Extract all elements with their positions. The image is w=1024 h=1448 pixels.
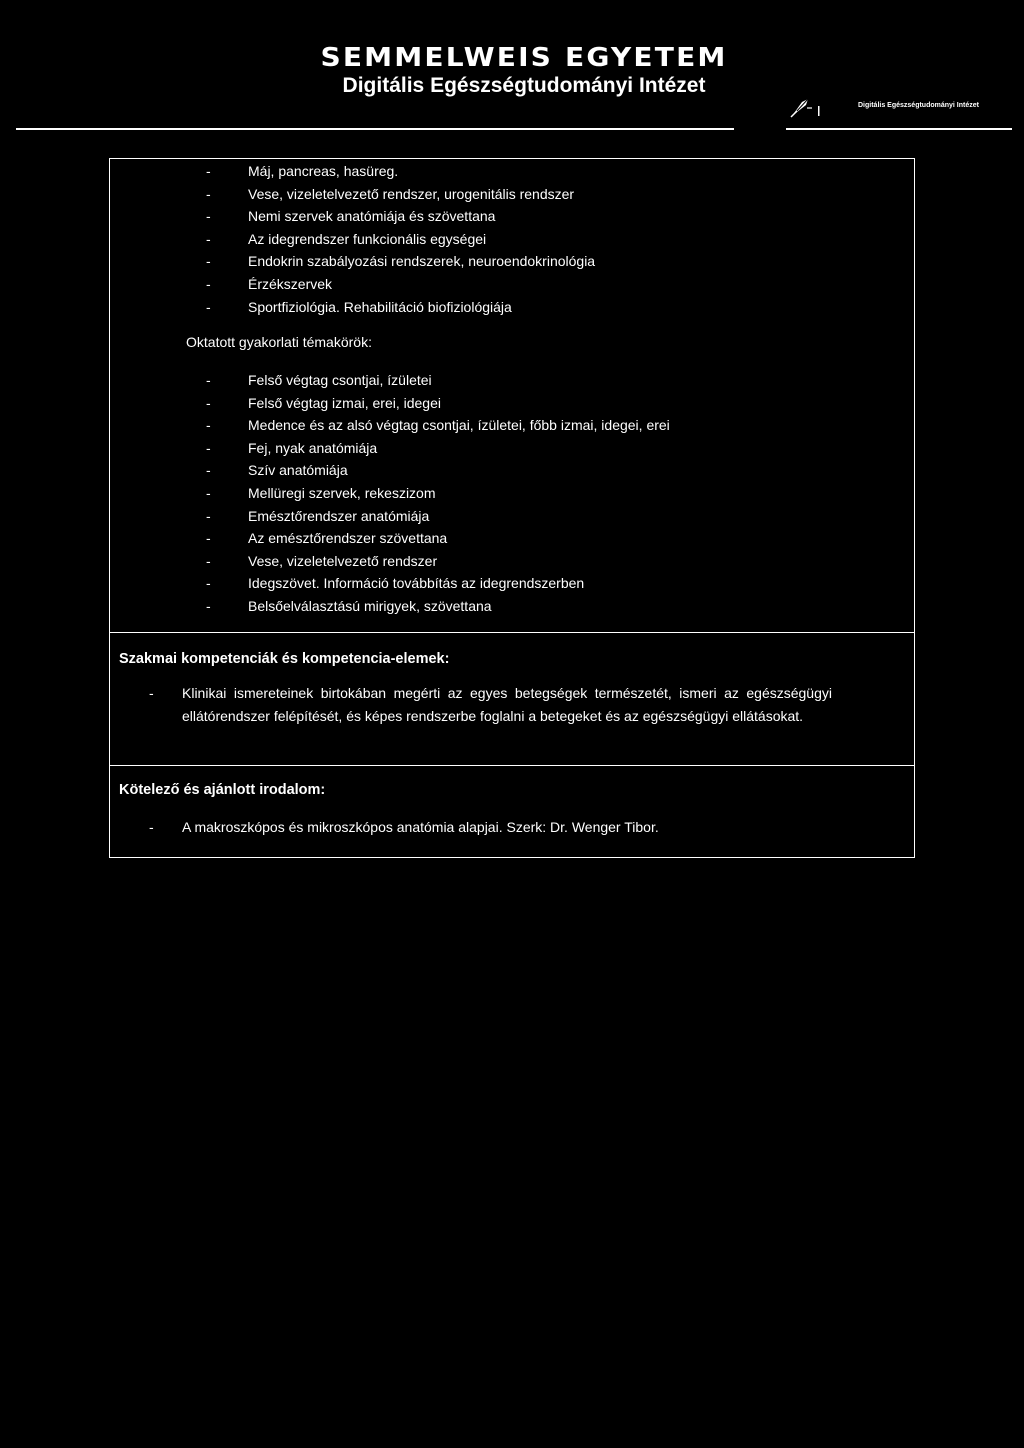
list-item: - Vese, vizeletelvezető rendszer xyxy=(110,550,914,573)
list-item: - Idegszövet. Információ továbbítás az idegrendszerben xyxy=(110,572,914,595)
university-name: SEMMELWEIS EGYETEM xyxy=(320,43,728,73)
list-dash: - xyxy=(206,530,211,547)
list-item: - Felső végtag izmai, erei, idegei xyxy=(110,392,914,415)
topics-section xyxy=(110,159,914,631)
header-divider-right xyxy=(786,128,1012,130)
subject-description-table xyxy=(109,158,915,858)
list-dash: - xyxy=(206,597,211,614)
list-item: - Máj, pancreas, hasüreg. xyxy=(110,160,914,183)
list-item: - Emésztőrendszer anatómiája xyxy=(110,505,914,528)
list-item: - Mellüregi szervek, rekeszizom xyxy=(110,482,914,505)
list-dash: - xyxy=(206,575,211,592)
competencies-section xyxy=(110,632,914,765)
list-item: - Belsőelválasztású mirigyek, szövettana xyxy=(110,595,914,618)
institute-name: Digitális Egészségtudományi Intézet xyxy=(342,74,706,97)
list-item: - Az idegrendszer funkcionális egységei xyxy=(110,228,914,251)
competencies-heading: Szakmai kompetenciák és kompetencia-elemek: xyxy=(119,651,450,667)
list-item: - Érzékszervek xyxy=(110,273,914,296)
list-item: - Az emésztőrendszer szövettana xyxy=(110,527,914,550)
list-dash: - xyxy=(206,507,211,524)
competencies-text: Klinikai ismereteinek birtokában megérti az egyes betegségek természetét, ismeri az egészségügyi ellátórendszer felépítését, és képes rendszerbe foglalni a betegeket és az egészségügyi ellátásokat. xyxy=(182,685,832,724)
list-item: - Vese, vizeletelvezető rendszer, urogenitális rendszer xyxy=(110,183,914,206)
list-dash: - xyxy=(206,230,211,247)
list-dash: - xyxy=(206,372,211,388)
pen-feather-logo-icon xyxy=(788,96,822,118)
literature-heading: Kötelező és ajánlott irodalom: xyxy=(119,782,326,798)
list-item: - Fej, nyak anatómiája xyxy=(110,437,914,460)
list-dash: - xyxy=(206,253,211,270)
list-dash: - xyxy=(206,298,211,315)
list-dash: - xyxy=(206,462,211,479)
practical-topics-list xyxy=(110,369,914,618)
header-divider-left xyxy=(16,128,734,130)
theory-topics-list xyxy=(110,160,914,318)
list-item: - Felső végtag csontjai, ízületei xyxy=(110,369,914,392)
list-item: - Sportfiziológia. Rehabilitáció biofiziológiája xyxy=(110,296,914,319)
list-dash: - xyxy=(206,417,211,434)
list-dash: - xyxy=(149,685,154,701)
practical-topics-heading: Oktatott gyakorlati témakörök: xyxy=(186,334,372,350)
literature-section xyxy=(110,765,914,858)
list-item: - Nemi szervek anatómiája és szövettana xyxy=(110,205,914,228)
list-dash: - xyxy=(206,394,211,411)
list-dash: - xyxy=(206,208,211,225)
list-dash: - xyxy=(206,163,211,179)
list-dash: - xyxy=(206,484,211,501)
list-dash: - xyxy=(206,439,211,456)
list-dash: - xyxy=(206,185,211,202)
list-dash: - xyxy=(149,819,154,835)
list-item: - Medence és az alsó végtag csontjai, ízületei, főbb izmai, idegei, erei xyxy=(110,414,914,437)
list-item: - Szív anatómiája xyxy=(110,459,914,482)
header-small-caption: Digitális Egészségtudományi Intézet xyxy=(858,102,979,109)
list-item: - Endokrin szabályozási rendszerek, neuroendokrinológia xyxy=(110,250,914,273)
list-dash: - xyxy=(206,275,211,292)
list-dash: - xyxy=(206,552,211,569)
literature-text: A makroszkópos és mikroszkópos anatómia alapjai. Szerk: Dr. Wenger Tibor. xyxy=(182,819,659,835)
